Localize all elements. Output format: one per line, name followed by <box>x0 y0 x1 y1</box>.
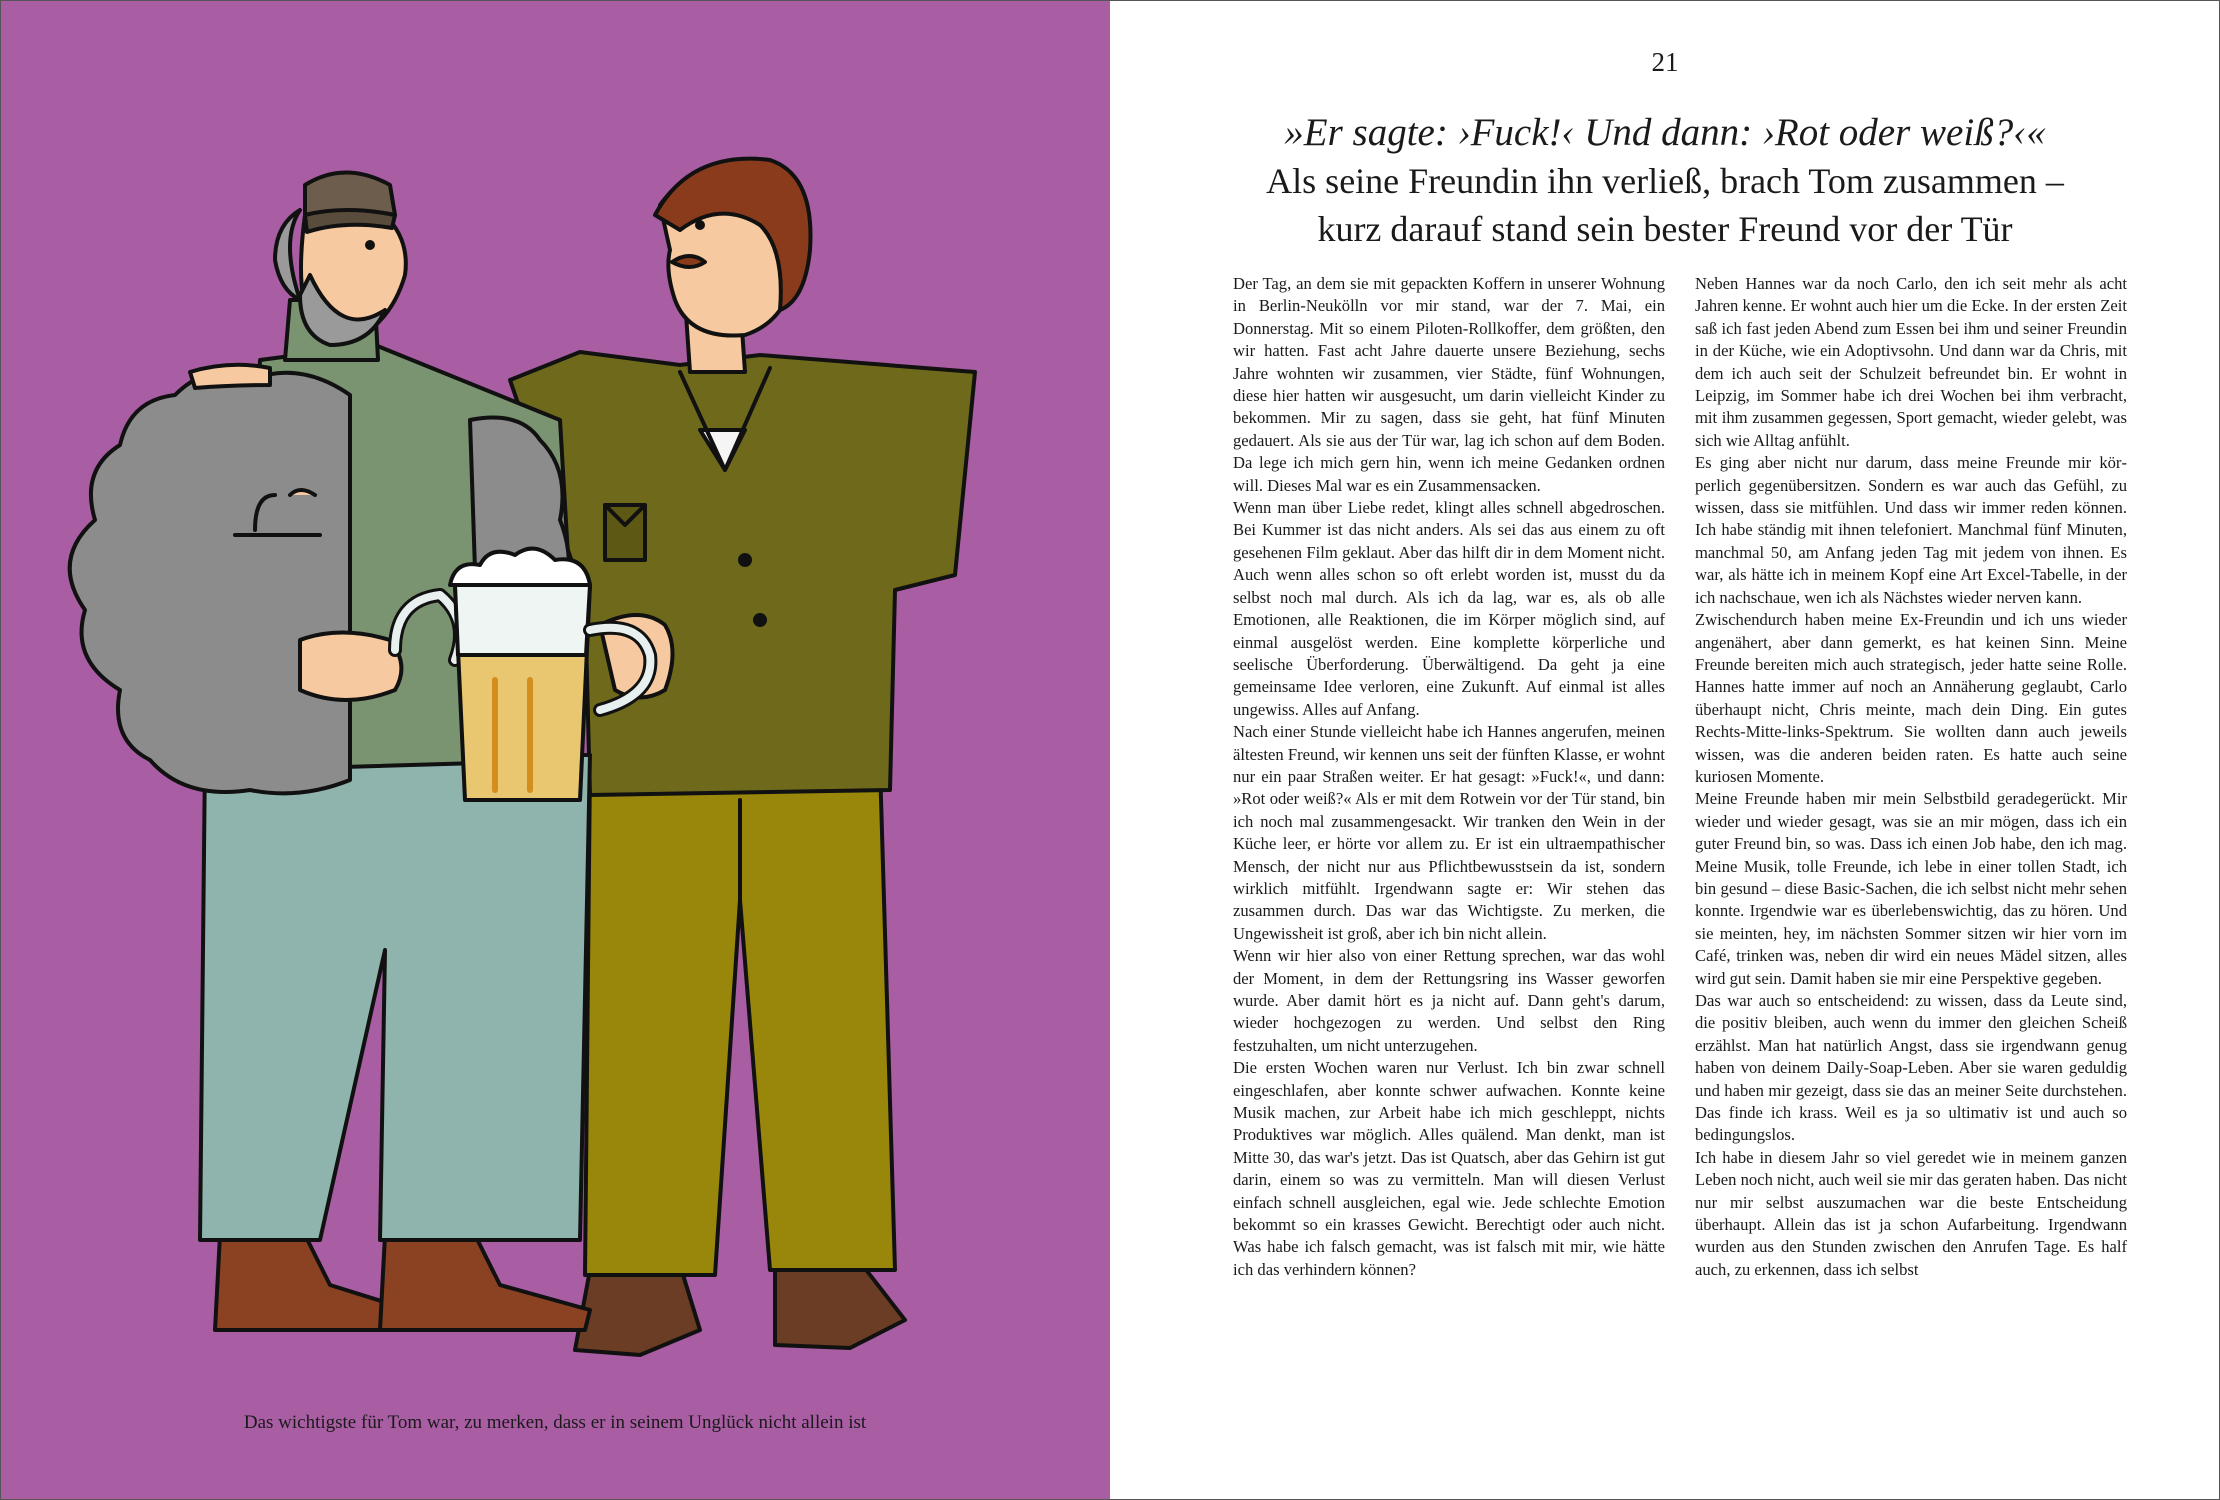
paragraph: Es ging aber nicht nur darum, dass meine Freunde mir körperlich gegenübersitzen. Sondern es war auch das Gefühl, zu wissen, dass sie mitfühlen. Und dass wir immer reden können. Ich habe ständig mit ihnen telefoniert. Manchmal fünf Minuten, manchmal 50, am Anfang jeden Tag mit jedem von ihnen. Es war, als hätte ich in meinem Kopf eine Art Excel-Tabelle, in der ich nachschaue, wen ich als Nächstes wieder nerven kann. <box>1695 453 2127 607</box>
headline-quote: »Er sagte: ›Fuck!‹ Und dann: ›Rot oder weiß?‹« <box>1284 111 2046 154</box>
illustration-caption: Das wichtigste für Tom war, zu merken, dass er in seinem Unglück nicht allein ist <box>243 1412 867 1433</box>
article-headline <box>1110 108 2220 253</box>
paragraph: Zwischendurch haben meine Ex-Freundin und ich uns wieder angenähert, aber dann gemerkt, es hat keinen Sinn. Meine Freunde bereiten mich auch strategisch, jeder hatte seine Rolle. Hannes hatte immer auf noch an Annäherung geglaubt, Carlo überhaupt nicht, Chris meinte, mach dein Ding. Ein gutes Rechts-Mitte-links-Spektrum. Sie wollten dann auch jeweils wissen, was die anderen beiden raten. Es hatte auch seine kuriosen Momente. <box>1695 610 2127 786</box>
paragraph: Meine Freunde haben mir mein Selbstbild geradegerückt. Mir wieder und wieder gesagt, was sie an mir mögen, dass ich ein guter Freund bin, so was. Dass ich einen Job habe, den ich mag. Meine Musik, tolle Freunde, ich lebe in einer tollen Stadt, ich bin gesund – diese Basic-Sachen, die ich selbst nicht mehr sehen konnte. Irgendwie war es überlebenswichtig, das zu hören. Und sie meinten, hey, im nächsten Sommer sitzen wir hier vorn im Café, trinken was, neben dir wird ein neues Mädel sitzen, alles wird gut sein. Damit haben sie mir eine Perspektive gegeben. <box>1695 789 2127 988</box>
paragraph: Ich habe in diesem Jahr so viel geredet wie in meinem ganzen Leben noch nicht, auch weil sie mir das geraten haben. Das nicht nur mir selbst auszumachen war die beste Entscheidung überhaupt. Allein das ist ja schon Aufarbeitung. Irgendwann wurden aus den Stunden zwischen den Anrufen Tage. Es half auch, zu erkennen, dass ich selbst <box>1695 1147 2127 1279</box>
headline-line-2: kurz darauf stand sein bester Freund vor der Tür <box>1317 209 2013 249</box>
paragraph: Wenn wir hier also von einer Rettung sprechen, war das wohl der Moment, in dem der Rettungsring ins Wasser geworfen wurde. Aber damit hört es ja nicht auf. Dann geht's darum, wieder hochgezogen zu werden. Und selbst den Ring festzuhalten, um nicht unterzugehen. <box>1233 946 1665 1055</box>
paragraph: Neben Hannes war da noch Carlo, den ich seit mehr als acht Jahren kenne. Er wohnt auch hier um die Ecke. In der ersten Zeit saß ich fast jeden Abend zum Essen bei ihm und seiner Freundin in der Küche, wie ein Adoptivsohn. Und dann war da Chris, mit dem ich auch seit der Schulzeit befreundet bin. Er wohnt in Leipzig, im Sommer habe ich drei Wochen bei ihm verbracht, mit ihm zusammen gegessen, Sport gemacht, wieder gelebt, was sich wie Alltag anfühlt. <box>1695 274 2127 450</box>
article-page <box>1110 0 2220 1500</box>
paragraph: Nach einer Stunde vielleicht habe ich Hannes angerufen, meinen ältesten Freund, wir kennen uns seit der fünften Klasse, er wohnt nur ein paar Straßen weiter. Er hat gesagt: »Fuck!«, und dann: »Rot oder weiß?« Als er mit dem Rotwein vor der Tür stand, bin ich noch mal zusammengesackt. Wir tranken den Wein in der Küche leer, er hörte vor allem zu. Er ist ein ultraempathischer Mensch, der nicht nur aus Pflichtbewusstsein da ist, sondern wirklich mitfühlt. Irgendwann sagte er: Wir stehen das zusammen durch. Das war das Wichtigste. Zu merken, die Ungewissheit ist groß, aber ich bin nicht allein. <box>1233 722 1665 943</box>
paragraph: Wenn man über Liebe redet, klingt alles schnell abgedroschen. Bei Kummer ist das nicht anders. Als sei das aus einem zu oft gesehenen Film geklaut. Aber das hilft dir in dem Moment nicht. Auch wenn alles schon so oft erlebt worden ist, musst du da selbst noch mal durch. Als ich da lag, war es, als ob alle Emotionen, alle Reaktionen, die im Körper möglich sind, auf einmal ausgelöst werden. Eine komplette körperliche und seelische Überforderung. Überwältigend. Da geht ja eine gemeinsame Idee verloren, eine Zukunft. Auf einmal ist alles ungewiss. Alles auf Anfang. <box>1233 498 1665 719</box>
paragraph: Der Tag, an dem sie mit gepackten Koffern in unserer Wohnung in Berlin-Neukölln vor mir stand, war der 7. Mai, ein Donnerstag. Mit so einem Piloten-Rollkoffer, dem größten, den wir hatten. Fast acht Jahre dauerte unsere Beziehung, sechs Jahre wohnten wir zusammen, vier Städte, fünf Wohnungen, diese hier hatten wir ausgesucht, um darin vielleicht Kinder zu bekommen. Mir zu sagen, dass sie geht, hat fünf Minuten gedauert. Als sie aus der Tür war, lag ich schon auf dem Boden. Da lege ich mich gern hin, wenn ich meine Gedanken ordnen will. Dieses Mal war es ein Zusammensacken. <box>1233 274 1665 495</box>
article-column-left <box>1233 273 1665 1281</box>
article-column-right <box>1695 273 2127 1281</box>
headline-line-1: Als seine Freundin ihn verließ, brach Tom zusammen – <box>1266 161 2064 201</box>
page-number: 21 <box>1651 47 1679 77</box>
paragraph: Das war auch so entscheidend: zu wissen, dass da Leute sind, die positiv bleiben, auch wenn du immer den gleichen Scheiß erzählst. Man hat natürlich Angst, dass sie irgendwann genug haben von deinem Daily-Soap-Leben. Aber sie waren geduldig und haben mir gezeigt, dass sie das an meiner Seite durchstehen. Das finde ich krass. Weil es ja so ultimativ ist und auch so bedingungslos. <box>1695 991 2127 1145</box>
paragraph: Die ersten Wochen waren nur Verlust. Ich bin zwar schnell eingeschlafen, aber konnte schwer aufwachen. Konnte keine Musik machen, zur Arbeit habe ich mich geschleppt, nichts Produktives war möglich. Alles quälend. Man denkt, man ist Mitte 30, das war's jetzt. Das ist Quatsch, aber das Gehirn ist gut darin, einem so was zu vermitteln. Man will diesen Verlust einfach schnell ausgleichen, egal wie. Jede schlechte Emotion bekommt so ein krasses Gewicht. Berechtigt oder auch nicht. Was habe ich falsch gemacht, was ist falsch mit mir, wie hätte ich das verhindern können? <box>1233 1058 1665 1279</box>
